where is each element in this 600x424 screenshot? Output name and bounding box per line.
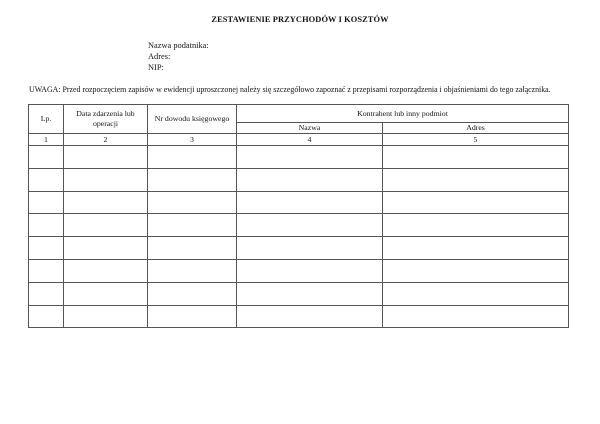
- table-row: [29, 191, 569, 214]
- column-number: 2: [64, 134, 148, 146]
- column-number-row: [29, 134, 569, 146]
- table-cell: [148, 305, 237, 328]
- table-cell: [29, 191, 64, 214]
- taxpayer-nip-label: NIP:: [148, 63, 164, 72]
- table-cell: [383, 259, 569, 282]
- table-cell: [237, 237, 383, 260]
- table-row: [29, 146, 569, 169]
- table-cell: [148, 214, 237, 237]
- table-cell: [29, 259, 64, 282]
- ledger-table: [28, 104, 569, 328]
- table-cell: [29, 214, 64, 237]
- header-date: Data zdarzenia lub operacji: [64, 105, 148, 134]
- table-cell: [383, 305, 569, 328]
- table-cell: [148, 259, 237, 282]
- table-cell: [29, 305, 64, 328]
- table-cell: [148, 168, 237, 191]
- table-cell: [383, 146, 569, 169]
- taxpayer-block: [148, 40, 209, 73]
- table-cell: [29, 168, 64, 191]
- table-cell: [64, 214, 148, 237]
- table-row: [29, 305, 569, 328]
- table-cell: [64, 305, 148, 328]
- table-row: [29, 237, 569, 260]
- table-cell: [29, 237, 64, 260]
- document-title: ZESTAWIENIE PRZYCHODÓW I KOSZTÓW: [211, 15, 389, 24]
- table-cell: [64, 237, 148, 260]
- header-contractor: Kontrahent lub inny podmiot: [237, 105, 569, 123]
- table-cell: [64, 146, 148, 169]
- table-cell: [64, 259, 148, 282]
- taxpayer-name-label: Nazwa podatnika:: [148, 41, 209, 50]
- table-cell: [148, 282, 237, 305]
- taxpayer-address-label: Adres:: [148, 52, 171, 61]
- table-cell: [383, 282, 569, 305]
- table-cell: [383, 214, 569, 237]
- table-row: [29, 214, 569, 237]
- header-contractor-name: Nazwa: [237, 123, 383, 134]
- table-row: [29, 168, 569, 191]
- table-cell: [237, 282, 383, 305]
- table-row: [29, 259, 569, 282]
- header-contractor-address: Adres: [383, 123, 569, 134]
- table-cell: [148, 237, 237, 260]
- table-cell: [148, 146, 237, 169]
- table-cell: [237, 305, 383, 328]
- table-cell: [383, 191, 569, 214]
- column-number: 5: [383, 134, 569, 146]
- table-cell: [237, 191, 383, 214]
- column-number: 1: [29, 134, 64, 146]
- table-cell: [29, 282, 64, 305]
- table-cell: [237, 168, 383, 191]
- header-lp: Lp.: [29, 105, 64, 134]
- table-cell: [148, 191, 237, 214]
- table-row: [29, 282, 569, 305]
- table-cell: [383, 168, 569, 191]
- table-cell: [64, 191, 148, 214]
- column-number: 3: [148, 134, 237, 146]
- table-cell: [237, 259, 383, 282]
- table-cell: [29, 146, 64, 169]
- header-document-number: Nr dowodu księgowego: [148, 105, 237, 134]
- warning-note: UWAGA: Przed rozpoczęciem zapisów w ewidencji uproszczonej należy się szczegółowo zapoznać z przepisami rozporządzenia i objaśnieniami do tego załącznika.: [29, 85, 551, 94]
- table-cell: [64, 282, 148, 305]
- table-cell: [383, 237, 569, 260]
- table-cell: [237, 146, 383, 169]
- column-number: 4: [237, 134, 383, 146]
- table-cell: [64, 168, 148, 191]
- table-cell: [237, 214, 383, 237]
